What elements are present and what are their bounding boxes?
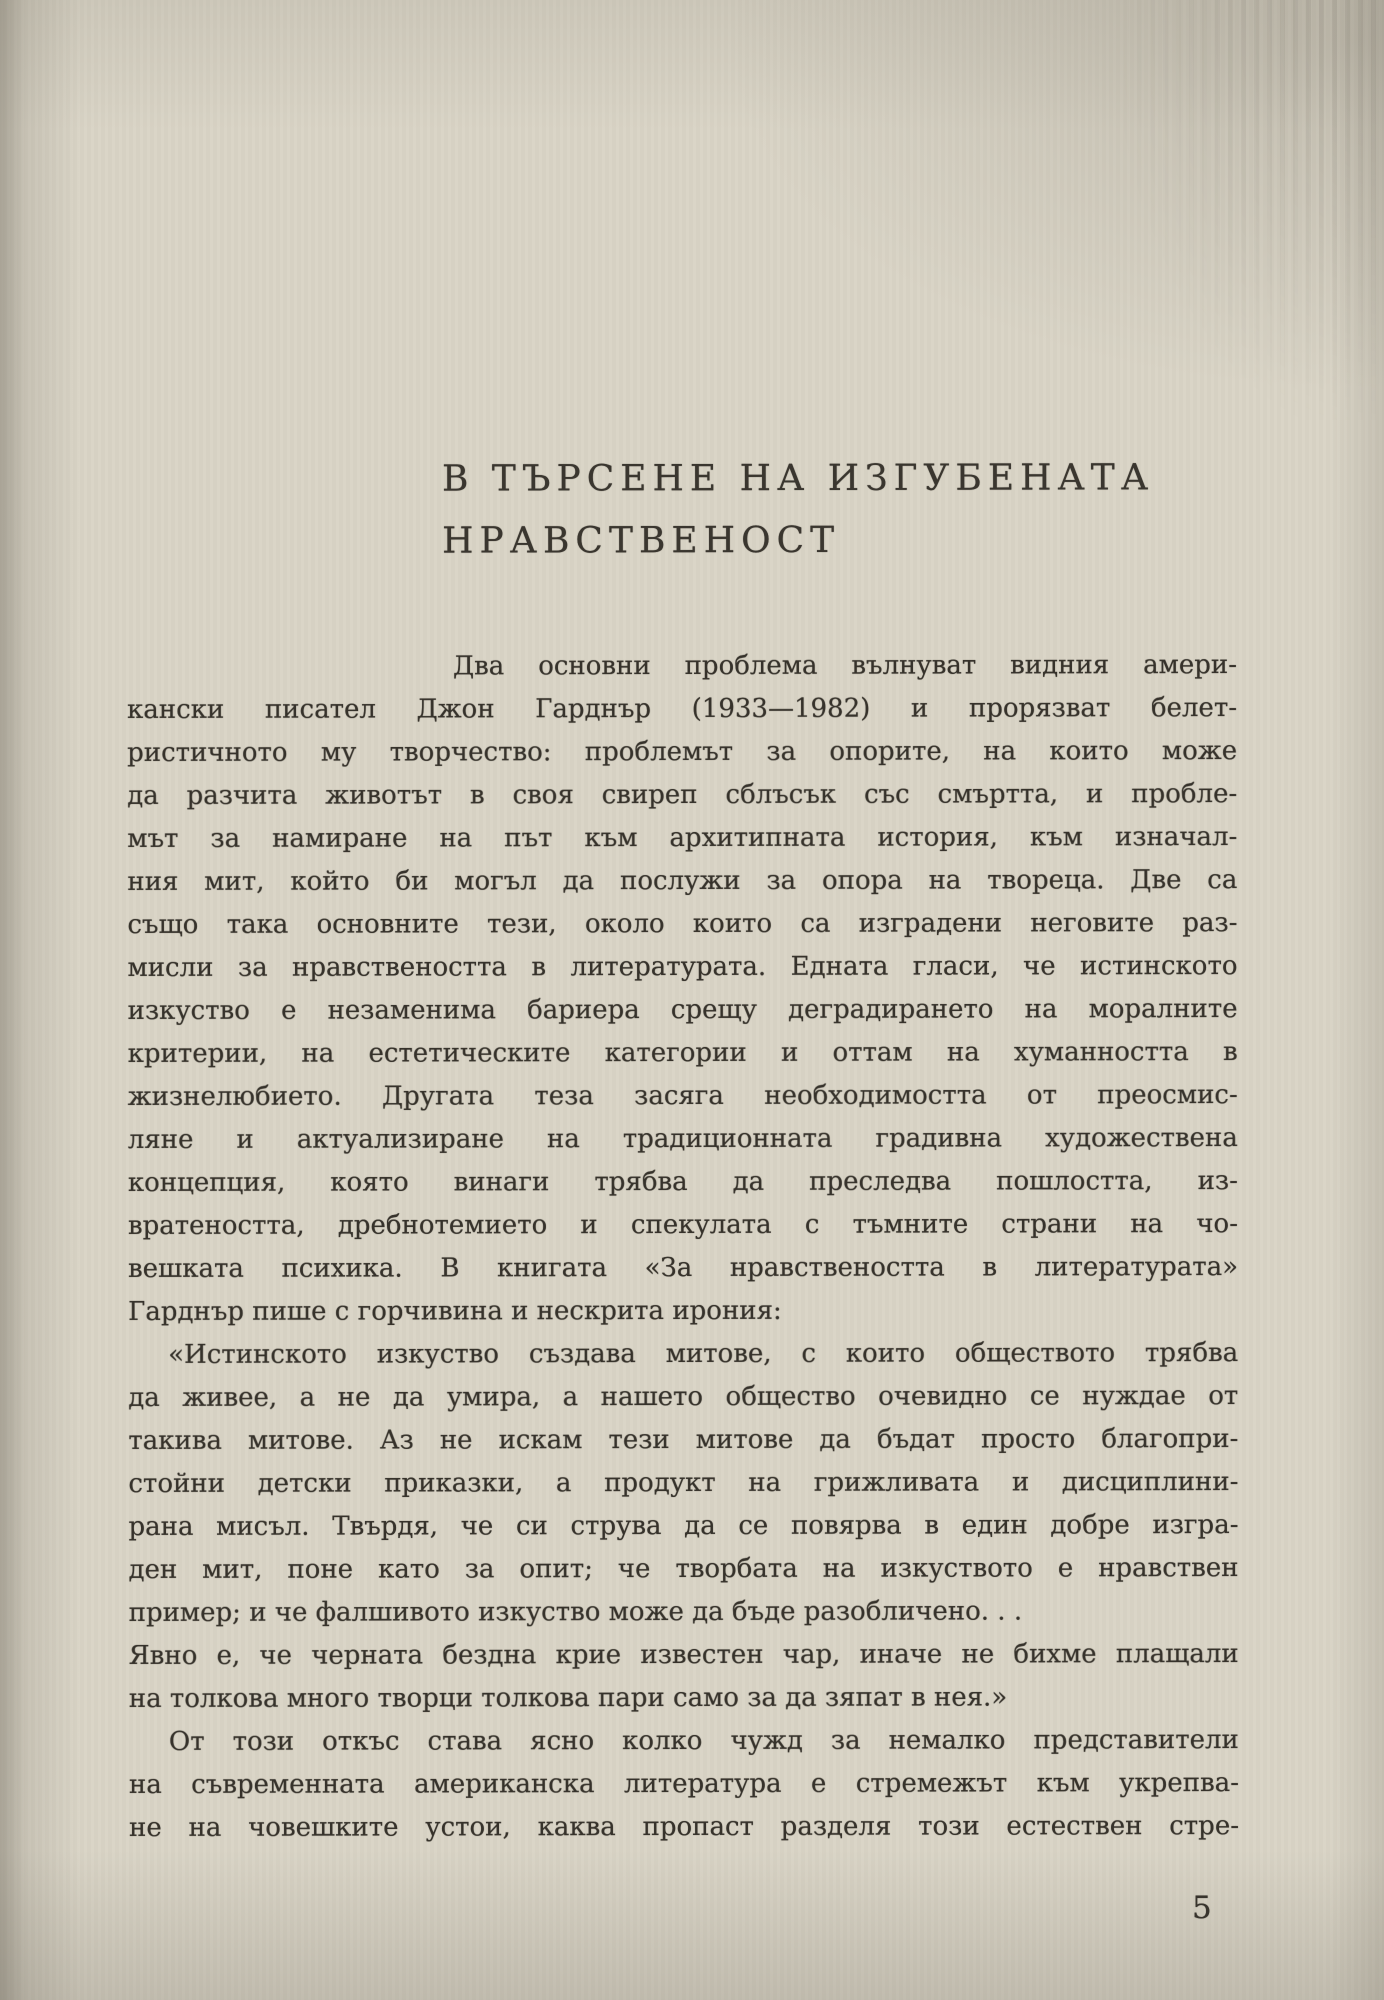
text-line: ристичното му творчество: проблемът за опорите, на които може	[127, 736, 1238, 768]
text-line: ния мит, който би могъл да послужи за опора на твореца. Две са	[127, 865, 1238, 897]
chapter-title-line2: НРАВСТВЕНОСТ	[442, 519, 841, 562]
text-line: кански писател Джон Гарднър (1933—1982) и прорязват белет-	[127, 693, 1238, 725]
page-number: 5	[1192, 1890, 1212, 1926]
text-line: От този откъс става ясно колко чужд за немалко представители	[168, 1725, 1239, 1757]
text-line: ляне и актуализиране на традиционната градивна художествена	[127, 1123, 1238, 1155]
text-line: мисли за нравствеността в литературата. Едната гласи, че истинското	[127, 951, 1238, 983]
text-line: да разчита животът в своя свиреп сблъсък със смъртта, и пробле-	[127, 779, 1238, 811]
text-line: вратеността, дребнотемието и спекулата с тъмните страни на чо-	[127, 1209, 1238, 1241]
text-line: концепция, която винаги трябва да преследва пошлостта, из-	[127, 1166, 1238, 1198]
chapter-title-line1: В ТЪРСЕНЕ НА ИЗГУБЕНАТА	[441, 457, 1155, 500]
chapter-title	[442, 447, 1154, 572]
text-line: Явно е, че черната бездна крие известен чар, иначе не бихме плащали	[128, 1639, 1239, 1671]
text-line: не на човешките устои, каква пропаст разделя този естествен стре-	[128, 1811, 1240, 1843]
body-text	[127, 644, 1239, 1850]
text-line: Два основни проблема вълнуват видния амери-	[452, 650, 1238, 682]
text-line: стойни детски приказки, а продукт на грижливата и дисциплини-	[128, 1467, 1239, 1499]
text-line: ден мит, поне като за опит; че творбата на изкуството е нравствен	[128, 1553, 1239, 1585]
text-line: на толкова много творци толкова пари само за да зяпат в нея.»	[128, 1682, 1008, 1714]
text-line: жизнелюбието. Другата теза засяга необходимостта от преосмис-	[127, 1080, 1238, 1112]
text-line: също така основните тези, около които са изградени неговите раз-	[127, 908, 1238, 940]
text-line: рана мисъл. Твърдя, че си струва да се повярва в един добре изгра-	[128, 1510, 1239, 1542]
text-line: изкуство е незаменима бариера срещу деградирането на моралните	[127, 994, 1238, 1026]
text-line: такива митове. Аз не искам тези митове да бъдат просто благопри-	[128, 1424, 1239, 1456]
scan-artifact-corner	[1124, 0, 1384, 420]
text-line: да живее, а не да умира, а нашето общество очевидно се нуждае от	[128, 1381, 1239, 1413]
text-line: мът за намиране на път към архитипната история, към изначал-	[127, 822, 1238, 854]
text-line: вешката психика. В книгата «За нравствеността в литературата»	[128, 1252, 1239, 1284]
text-line: на съвременната американска литература е стремежът към укрепва-	[128, 1768, 1239, 1800]
text-line: критерии, на естетическите категории и оттам на хуманността в	[127, 1037, 1238, 1069]
text-line: «Истинското изкуство създава митове, с които обществото трябва	[168, 1338, 1239, 1370]
text-line: Гарднър пише с горчивина и нескрита ирония:	[128, 1295, 782, 1327]
text-line: пример; и че фалшивото изкуство може да бъде разобличено. . .	[128, 1596, 1023, 1628]
